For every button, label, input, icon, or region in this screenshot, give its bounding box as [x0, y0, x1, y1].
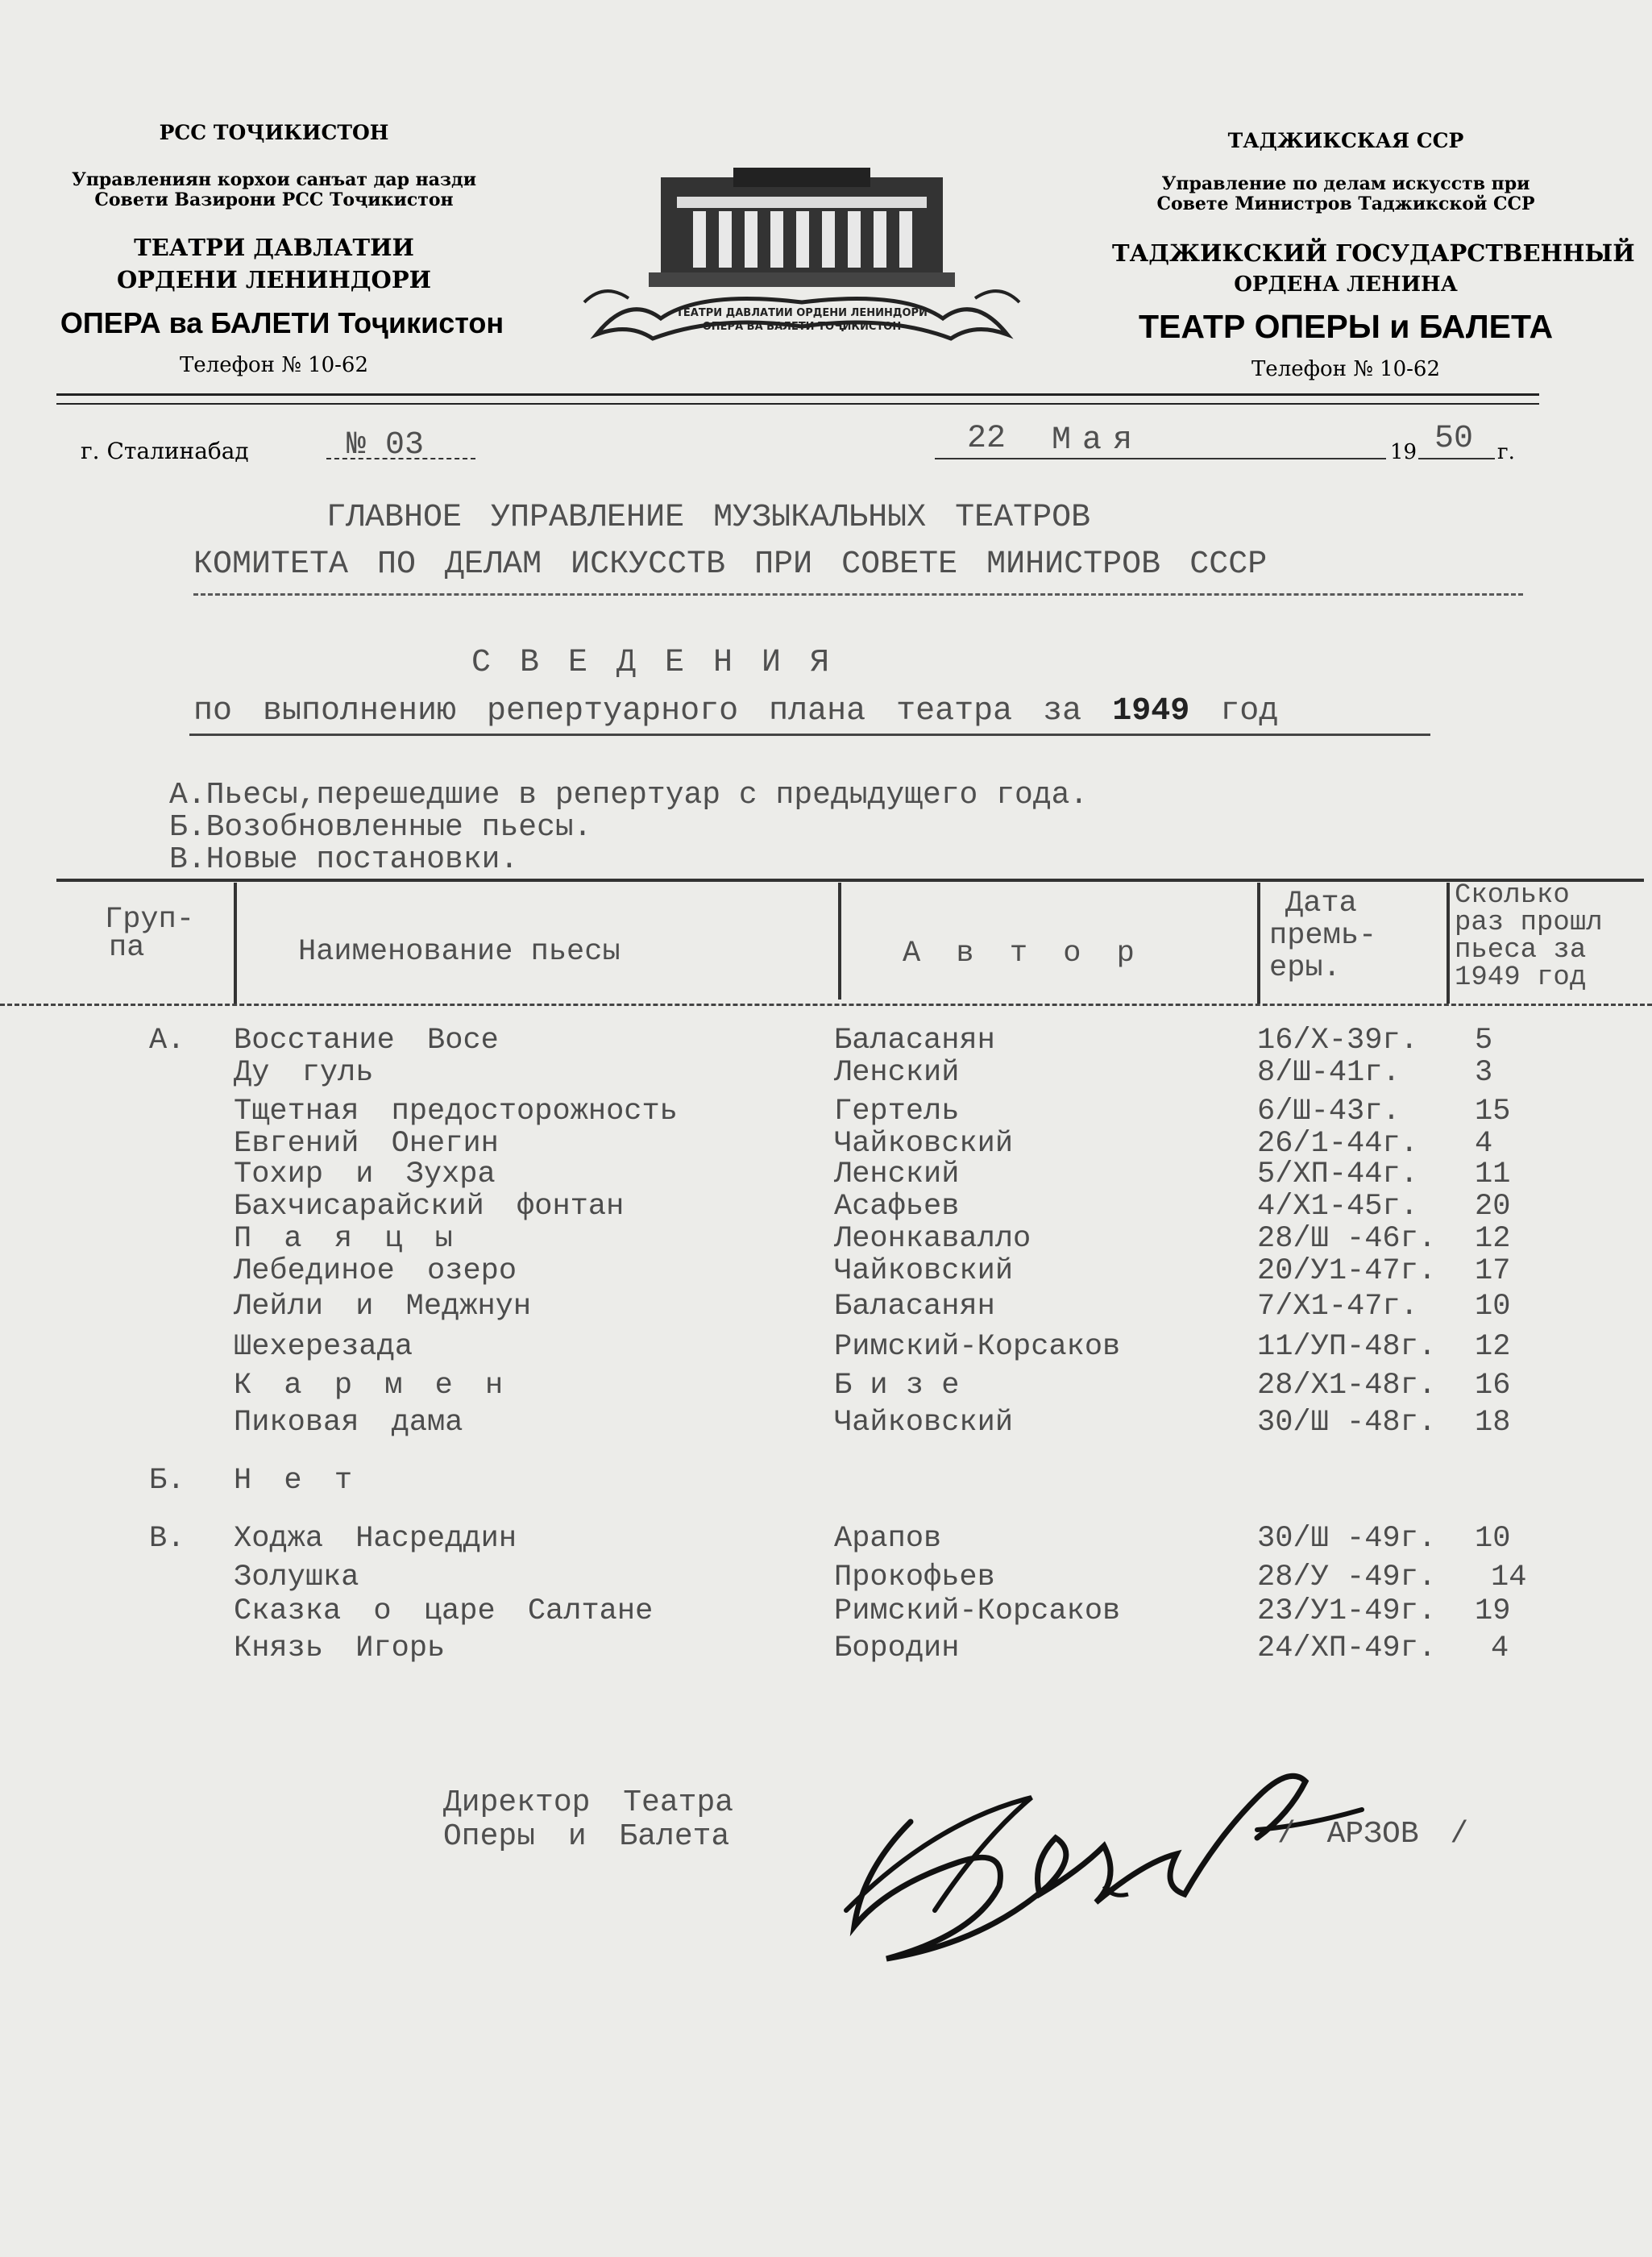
row-count: 12 [1475, 1330, 1511, 1364]
row-name: Тохир и Зухра [234, 1158, 496, 1191]
row-count: 3 [1475, 1056, 1493, 1090]
row-author: Баласанян [834, 1290, 995, 1324]
header-count-3: пьеса за [1455, 935, 1587, 966]
row-name: Восстание Восе [234, 1024, 499, 1058]
row-author: Арапов [834, 1522, 942, 1556]
table-row [0, 1095, 1652, 1127]
row-count: 17 [1475, 1254, 1511, 1288]
theatre-building-icon [572, 161, 1031, 363]
subtitle-text: по выполнению репертуарного плана театра за [193, 693, 1082, 729]
subtitle-underline [189, 734, 1430, 736]
city: г. Сталинабад [81, 438, 249, 464]
svg-text:ТЕАТРИ ДАВЛАТИИ ОРДЕНИ ЛЕНИНДО: ТЕАТРИ ДАВЛАТИИ ОРДЕНИ ЛЕНИНДОРИ [676, 307, 928, 319]
svg-text:ОПЕРА ВА БАЛЕТИ ТОҶИКИСТОН: ОПЕРА ВА БАЛЕТИ ТОҶИКИСТОН [702, 321, 902, 333]
header-count-1: Сколько [1455, 880, 1570, 911]
table-row [0, 1464, 1652, 1496]
date-month: Мая [1052, 422, 1144, 459]
table-row [0, 1254, 1652, 1286]
subtitle-unit: год [1220, 693, 1279, 729]
row-date: 26/1-44г. [1257, 1127, 1418, 1161]
row-count: 15 [1475, 1095, 1511, 1128]
year-suffix: 50 [1434, 421, 1474, 457]
row-count: 11 [1475, 1158, 1511, 1191]
row-name: Бахчисарайский фонтан [234, 1190, 625, 1224]
addressee-line2: КОМИТЕТА ПО ДЕЛАМ ИСКУССТВ ПРИ СОВЕТЕ МИНИСТРОВ СССР [193, 547, 1268, 583]
row-date: 8/Ш-41г. [1257, 1056, 1401, 1090]
right-dept-line1: Управление по делам искусств при [1161, 173, 1530, 194]
row-count: 18 [1475, 1406, 1511, 1440]
table-row [0, 1330, 1652, 1362]
header-date-2: премь- [1269, 919, 1377, 953]
left-theatre-line2: ОРДЕНИ ЛЕНИНДОРИ [116, 266, 432, 293]
left-dept-line2: Совети Вазирони РСС Тоҷикистон [94, 189, 454, 210]
addressee-line1: ГЛАВНОЕ УПРАВЛЕНИЕ МУЗЫКАЛЬНЫХ ТЕАТРОВ [326, 500, 1091, 536]
row-date: 6/Ш-43г. [1257, 1095, 1401, 1128]
right-republic: ТАДЖИКСКАЯ ССР [1227, 129, 1464, 152]
header-count-2: раз прошл [1455, 908, 1603, 938]
row-author: Римский-Корсаков [834, 1330, 1121, 1364]
right-theatre-line2: ОРДЕНА ЛЕНИНА [1234, 272, 1458, 297]
table-row [0, 1190, 1652, 1222]
row-date: 30/Ш -48г. [1257, 1406, 1437, 1440]
header-date-1: Дата [1285, 887, 1357, 921]
row-date: 28/Х1-48г. [1257, 1369, 1437, 1403]
row-count: 4 [1491, 1631, 1509, 1665]
right-dept-line2: Совете Министров Таджикской ССР [1156, 193, 1535, 214]
row-count: 5 [1475, 1024, 1493, 1058]
row-date: 23/У1-49г. [1257, 1594, 1437, 1628]
table-row [0, 1222, 1652, 1254]
signer-title-line1: Директор Театра [443, 1785, 734, 1820]
row-author: Леонкавалло [834, 1222, 1031, 1256]
row-name: Ду гуль [234, 1056, 374, 1090]
table-row [0, 1594, 1652, 1627]
row-date: 11/УП-48г. [1257, 1330, 1437, 1364]
header-count-4: 1949 год [1455, 962, 1587, 993]
row-date: 5/ХП-44г. [1257, 1158, 1418, 1191]
table-row [0, 1369, 1652, 1401]
year-unit: г. [1497, 440, 1515, 464]
row-name: Н е т [234, 1464, 353, 1498]
row-date: 16/Х-39г. [1257, 1024, 1418, 1058]
legend-c: В.Новые постановки. [169, 842, 519, 877]
subtitle-year: 1949 [1112, 693, 1190, 729]
table-row [0, 1024, 1652, 1056]
row-group: Б. [149, 1464, 185, 1498]
row-date: 28/Ш -46г. [1257, 1222, 1437, 1256]
row-author: Чайковский [834, 1254, 1014, 1288]
row-author: Бородин [834, 1631, 960, 1665]
signer-name: / АРЗОВ / [1277, 1817, 1469, 1852]
row-name: К а р м е н [234, 1369, 504, 1403]
col-divider-2 [838, 883, 841, 1000]
row-count: 4 [1475, 1127, 1493, 1161]
col-divider-1 [234, 883, 237, 1004]
table-header-bottom-rule [0, 1004, 1652, 1006]
legend-a: А.Пьесы,перешедшие в репертуар с предыдущего года. [169, 778, 1089, 813]
table-row [0, 1406, 1652, 1438]
date-day: 22 [967, 421, 1007, 457]
document-heading: С В Е Д Е Н И Я [471, 645, 835, 681]
row-author: Ленский [834, 1158, 960, 1191]
row-group: В. [149, 1522, 185, 1556]
row-name: Лебединое озеро [234, 1254, 517, 1288]
table-row [0, 1561, 1652, 1593]
addressee-underline [193, 593, 1523, 596]
row-author: Гертель [834, 1095, 960, 1128]
handwritten-signature [838, 1749, 1370, 1983]
row-name: Лейли и Меджнун [234, 1290, 532, 1324]
header-rule-top [56, 393, 1539, 396]
row-name: Тщетная предосторожность [234, 1095, 678, 1128]
header-group-2: па [109, 931, 145, 965]
row-date: 20/У1-47г. [1257, 1254, 1437, 1288]
row-name: Пиковая дама [234, 1406, 463, 1440]
right-theatre-line1: ТАДЖИКСКИЙ ГОСУДАРСТВЕННЫЙ [1112, 239, 1635, 267]
row-date: 30/Ш -49г. [1257, 1522, 1437, 1556]
row-name: Сказка о царе Салтане [234, 1594, 654, 1628]
left-theatre-line1: ТЕАТРИ ДАВЛАТИИ [134, 234, 414, 261]
signature-icon [838, 1749, 1370, 1983]
table-row [0, 1522, 1652, 1554]
table-row [0, 1290, 1652, 1322]
table-row [0, 1631, 1652, 1664]
doc-number: № 03 [347, 427, 425, 463]
table-row [0, 1056, 1652, 1088]
row-count: 10 [1475, 1522, 1511, 1556]
row-name: Евгений Онегин [234, 1127, 499, 1161]
row-name: П а я ц ы [234, 1222, 453, 1256]
col-divider-3 [1257, 883, 1260, 1004]
header-author: А в т о р [903, 937, 1135, 971]
header-date-3: еры. [1269, 951, 1341, 985]
theatre-emblem [572, 161, 1031, 363]
table-row [0, 1158, 1652, 1190]
signer-title-line2: Оперы и Балета [443, 1819, 730, 1854]
row-date: 7/Х1-47г. [1257, 1290, 1418, 1324]
row-author: Чайковский [834, 1406, 1014, 1440]
left-dept-line1: Управлениян корхои санъат дар назди [71, 169, 477, 190]
row-author: Баласанян [834, 1024, 995, 1058]
row-date: 24/ХП-49г. [1257, 1631, 1437, 1665]
date-underline [935, 458, 1386, 459]
left-republic: РСС ТОҶИКИСТОН [159, 121, 389, 144]
row-name: Князь Игорь [234, 1631, 446, 1665]
row-count: 14 [1491, 1561, 1527, 1594]
year-prefix: 19 [1390, 440, 1417, 464]
row-date: 28/У -49г. [1257, 1561, 1437, 1594]
row-name: Шехерезада [234, 1330, 413, 1364]
row-group: А. [149, 1024, 185, 1058]
row-count: 16 [1475, 1369, 1511, 1403]
row-author: Б и з е [834, 1369, 960, 1403]
row-author: Чайковский [834, 1127, 1014, 1161]
row-author: Асафьев [834, 1190, 960, 1224]
right-phone: Телефон № 10-62 [1251, 357, 1441, 381]
header-group-1: Груп- [105, 903, 195, 937]
row-count: 12 [1475, 1222, 1511, 1256]
left-phone: Телефон № 10-62 [179, 353, 369, 377]
document-subtitle [193, 693, 1278, 729]
row-name: Золушка [234, 1561, 359, 1594]
row-count: 10 [1475, 1290, 1511, 1324]
legend-b: Б.Возобновленные пьесы. [169, 810, 592, 845]
right-theatre-name: ТЕАТР ОПЕРЫ и БАЛЕТА [1138, 308, 1554, 345]
col-divider-4 [1447, 883, 1450, 1004]
row-author: Римский-Корсаков [834, 1594, 1121, 1628]
header-name: Наименование пьесы [298, 935, 621, 969]
row-name: Ходжа Насреддин [234, 1522, 517, 1556]
year-underline [1418, 458, 1495, 459]
header-rule-bottom [56, 403, 1539, 405]
number-underline [326, 458, 475, 459]
left-theatre-name: ОПЕРА ва БАЛЕТИ Тоҷикистон [60, 306, 504, 339]
row-count: 19 [1475, 1594, 1511, 1628]
row-author: Ленский [834, 1056, 960, 1090]
row-author: Прокофьев [834, 1561, 995, 1594]
row-count: 20 [1475, 1190, 1511, 1224]
table-top-rule [56, 879, 1644, 882]
table-row [0, 1127, 1652, 1159]
row-date: 4/Х1-45г. [1257, 1190, 1418, 1224]
